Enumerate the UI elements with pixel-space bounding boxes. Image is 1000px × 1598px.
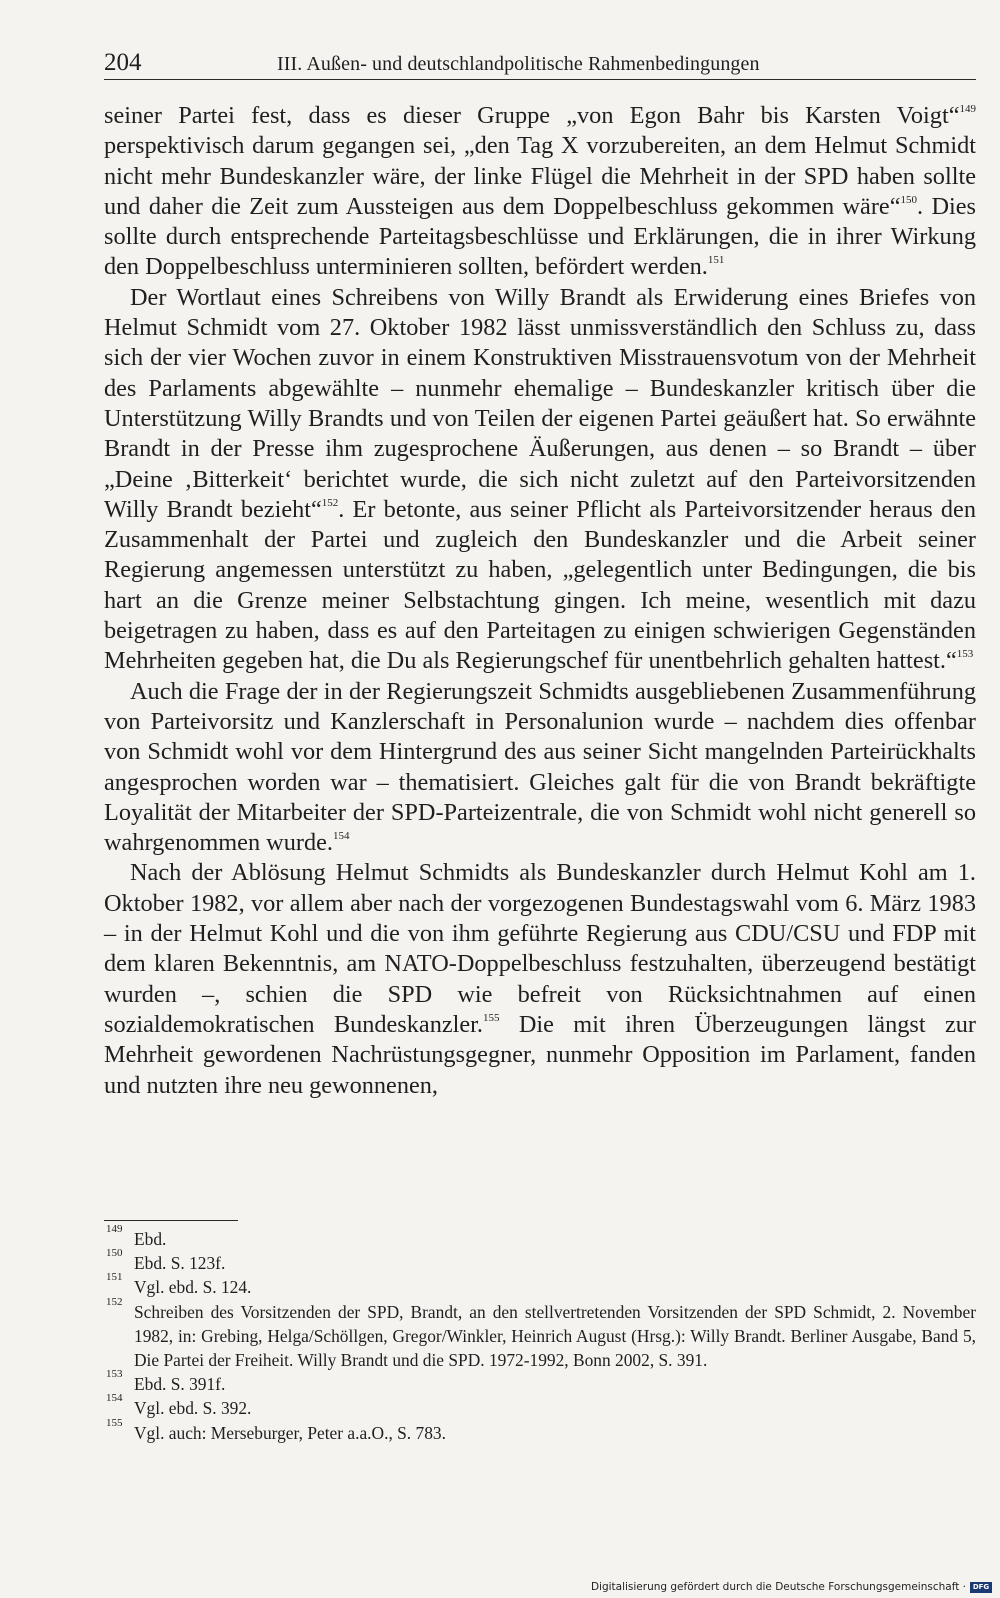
footnote (104, 1392, 976, 1420)
text-run: Der Wortlaut eines Schreibens von Willy Brandt als Erwiderung eines Briefes von Helmut Schmidt vom 27. Oktober 1982 lässt unmissverständlich den Schluss zu, dass sich der vier Wochen zuvor in einem Konstruktiven Misstrauensvotum von der Mehrheit des Parlaments abgewählte – nunmehr ehemalige – Bundeskanzler kritisch über die Unterstützung Willy Brandts und von Teilen der eigenen Partei geäußert hat. So erwähnte Brandt in der Presse ihm zugesprochene Äußerungen, aus denen – so Brandt – über „Deine ‚Bitterkeit‘ berichtet wurde, die sich nicht zuletzt auf den Parteivorsitzenden Willy Brandt bezieht“ (104, 283, 976, 523)
footnote-ref[interactable]: 149 (959, 103, 976, 115)
footnote-number: 155 (106, 1416, 123, 1429)
footnote-number: 150 (106, 1247, 123, 1260)
footnote-ref[interactable]: 150 (900, 193, 917, 206)
footnote (104, 1271, 976, 1299)
dfg-logo: DFG (970, 1582, 992, 1593)
footnote (104, 1295, 976, 1373)
footnote (104, 1368, 976, 1396)
footnote-number: 149 (106, 1223, 123, 1235)
digitization-credit (591, 1580, 992, 1594)
footnote-text: Vgl. auch: Merseburger, Peter a.a.O., S. 783. (134, 1422, 446, 1443)
text-run: perspektivisch darum gegangen sei, „den Tag X vorzubereiten, an dem Helmut Schmidt nicht mehr Bundeskanzler wäre, der linke Flügel die Mehrheit in der SPD haben sollte und daher die Zeit zum Aussteigen aus dem Doppelbeschluss gekommen wäre“ (104, 132, 976, 220)
footnote-ref[interactable]: 153 (956, 648, 974, 661)
footnote-divider (104, 1220, 238, 1221)
footnote-number: 153 (106, 1368, 123, 1381)
page-number: 204 (104, 49, 142, 76)
text-run: Die mit ihren Überzeugungen längst zur Mehrheit gewordenen Nachrüstungsgegner, nunmehr Opposition im Parlament, fanden und nutzten ihre neu gewonnenen, (104, 1010, 976, 1099)
footnote-ref[interactable]: 155 (482, 1011, 500, 1024)
footnote-number: 154 (106, 1392, 123, 1405)
footnote-text: Ebd. S. 391f. (134, 1374, 226, 1395)
paragraph-4 (104, 858, 976, 1100)
footnote-ref[interactable]: 151 (707, 254, 725, 267)
running-title: III. Außen- und deutschlandpolitische Rahmenbedingungen (277, 53, 760, 75)
paragraph-2 (104, 283, 976, 677)
page-header (104, 47, 976, 80)
footnote (104, 1223, 976, 1251)
text-run: . Er betonte, aus seiner Pflicht als Parteivorsitzender heraus den Zusammenhalt der Partei und zugleich den Bundeskanzler und die Arbeit seiner Regierung angemessen unterstützt zu haben, „gelegentlich unter Bedingungen, die bis hart an die Grenze meiner Selbstachtung gingen. Ich meine, wesentlich mit dazu beigetragen zu haben, dass es auf den Parteitagen zu einigen schwierigen Gegenständen Mehrheiten gegeben hat, die Du als Regierungschef für unentbehrlich gehalten hattest.“ (104, 495, 976, 675)
body-text (104, 101, 976, 1101)
footnote-text: Vgl. ebd. S. 392. (134, 1398, 252, 1419)
footnote-number: 152 (106, 1295, 123, 1308)
footnote (104, 1416, 976, 1445)
text-run: Nach der Ablösung Helmut Schmidts als Bundeskanzler durch Helmut Kohl am 1. Oktober 1982, vor allem aber nach der vorgezogenen Bundestagswahl vom 6. März 1983 – in der Helmut Kohl und die von ihm geführte Regierung aus CDU/CSU und FDP mit dem klaren Bekenntnis, am NATO-Doppelbeschluss festzuhalten, überzeugend bestätigt wurden –, schien die SPD wie befreit von Rücksichtnahmen auf einen sozialdemokratischen Bundeskanzler. (104, 859, 976, 1038)
footnote-number: 151 (106, 1271, 123, 1284)
footnote-text: Ebd. (134, 1229, 167, 1249)
text-run: . Dies sollte durch entsprechende Parteitagsbeschlüsse und Erklärungen, die in ihrer Wirkung den Doppelbeschluss unterminieren sollten, befördert werden. (104, 192, 976, 281)
footnote-text: Ebd. S. 123f. (134, 1253, 226, 1274)
footnote-text: Schreiben des Vorsitzenden der SPD, Brandt, an den stellvertretenden Vorsitzenden der SPD Schmidt, 2. November 1982, in: Grebing, Helga/Schöllgen, Gregor/Winkler, Heinrich August (Hrsg.): Willy Brandt. Berliner Ausgabe, Band 5, Die Partei der Freiheit. Willy Brandt und die SPD. 1972-1992, Bonn 2002, S. 391. (134, 1301, 976, 1371)
footnotes (104, 1223, 976, 1445)
paragraph-1 (104, 101, 976, 283)
text-run: seiner Partei fest, dass es dieser Gruppe „von Egon Bahr bis Karsten Voigt“ (104, 102, 960, 129)
footnote-ref[interactable]: 154 (332, 830, 350, 843)
footnote-text: Vgl. ebd. S. 124. (134, 1277, 252, 1298)
text-run: Auch die Frage der in der Regierungszeit Schmidts ausgebliebenen Zusammenführung von Parteivorsitz und Kanzlerschaft in Personalunion wurde – nachdem dies offenbar von Schmidt wohl vor dem Hintergrund des aus seiner Sicht mangelnden Parteirückhalts angesprochen worden war – thematisiert. Gleiches galt für die von Brandt bekräftigte Loyalität der Mitarbeiter der SPD-Parteizentrale, die von Schmidt wohl nicht generell so wahrgenommen wurde. (104, 677, 976, 857)
footnote-ref[interactable]: 152 (321, 496, 339, 509)
footnote (104, 1247, 976, 1275)
credit-text: Digitalisierung gefördert durch die Deutsche Forschungsgemeinschaft · (590, 1581, 966, 1593)
paragraph-3 (104, 677, 976, 859)
